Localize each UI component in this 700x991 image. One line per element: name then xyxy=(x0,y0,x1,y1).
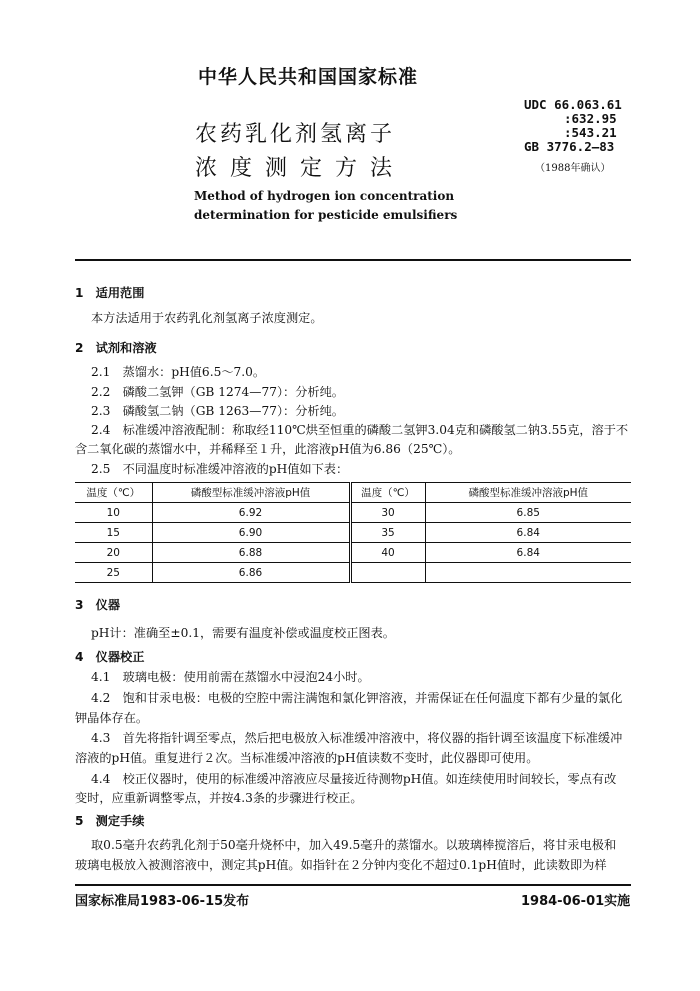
clause-2-4-line2: 含二氧化碳的蒸馏水中，并稀释至１升，此溶液pH值为6.86（25℃）。 xyxy=(75,442,461,456)
clause-2-1: 2.1 蒸馏水：pH值6.5～7.0。 xyxy=(91,365,266,379)
section-1-text: 本方法适用于农药乳化剂氢离子浓度测定。 xyxy=(91,311,323,325)
clause-2-5: 2.5 不同温度时标准缓冲溶液的pH值如下表： xyxy=(91,462,349,476)
table-cell: 35 xyxy=(350,523,425,543)
table-header-temp: 温度（℃） xyxy=(350,483,425,503)
title-en-line1: Method of hydrogen ion concentration xyxy=(194,189,455,203)
table-cell: 30 xyxy=(350,503,425,523)
table-cell: 6.84 xyxy=(425,543,631,563)
footer-rule xyxy=(75,884,631,886)
table-row xyxy=(75,523,631,543)
clause-4-4-line1: 4.4 校正仪器时，使用的标准缓冲溶液应尽量接近待测物pH值。如连续使用时间较长，零点有改 xyxy=(91,772,617,786)
clause-2-3: 2.3 磷酸氢二钠（GB 1263—77）：分析纯。 xyxy=(91,404,344,418)
table-cell: 6.88 xyxy=(152,543,350,563)
section-3-title: 3 仪器 xyxy=(75,598,121,612)
clause-4-2-line1: 4.2 饱和甘汞电极：电极的空腔中需注满饱和氯化钾溶液，并需保证在任何温度下都有少量的氯化 xyxy=(91,691,623,705)
table-header-ph: 磷酸型标准缓冲溶液pH值 xyxy=(152,483,350,503)
section-5-title: 5 测定手续 xyxy=(75,814,145,828)
clause-4-2-line2: 钾晶体存在。 xyxy=(75,711,149,725)
udc-number: UDC 66.063.61 xyxy=(524,97,622,112)
issue-date: 国家标准局1983-06-15发布 xyxy=(75,894,250,909)
section-2-title: 2 试剂和溶液 xyxy=(75,341,157,355)
section-4-title: 4 仪器校正 xyxy=(75,650,145,664)
table-cell: 6.84 xyxy=(425,523,631,543)
title-zh-line2: 浓 度 测 定 方 法 xyxy=(195,156,395,181)
table-header-ph: 磷酸型标准缓冲溶液pH值 xyxy=(425,483,631,503)
table-cell: 20 xyxy=(75,543,152,563)
table-cell xyxy=(425,563,631,583)
table-cell: 25 xyxy=(75,563,152,583)
table-cell: 15 xyxy=(75,523,152,543)
udc-number-2: :632.95 xyxy=(564,111,617,126)
clause-4-1: 4.1 玻璃电极：使用前需在蒸馏水中浸泡24小时。 xyxy=(91,670,370,684)
table-cell: 6.86 xyxy=(152,563,350,583)
clause-4-3-line2: 溶液的pH值。重复进行２次。当标准缓冲溶液的pH值读数不变时，此仪器即可使用。 xyxy=(75,751,539,765)
title-en-line2: determination for pesticide emulsifiers xyxy=(194,208,458,222)
clause-2-4-line1: 2.4 标准缓冲溶液配制：称取经110℃烘至恒重的磷酸二氢钾3.04克和磷酸氢二钠3.55克，溶于不 xyxy=(91,423,629,437)
table-cell: 6.92 xyxy=(152,503,350,523)
confirmed-year: （1988年确认） xyxy=(535,163,611,174)
table-header-temp: 温度（℃） xyxy=(75,483,152,503)
clause-2-2: 2.2 磷酸二氢钾（GB 1274—77）：分析纯。 xyxy=(91,385,344,399)
table-row xyxy=(75,543,631,563)
section-5-line1: 取0.5毫升农药乳化剂于50毫升烧杯中，加入49.5毫升的蒸馏水。以玻璃棒搅溶后，将甘汞电极和 xyxy=(91,838,617,852)
ph-buffer-table xyxy=(75,482,631,583)
table-cell: 6.85 xyxy=(425,503,631,523)
country-standard-heading: 中华人民共和国国家标准 xyxy=(198,66,419,88)
table-cell xyxy=(350,563,425,583)
clause-4-3-line1: 4.3 首先将指针调至零点，然后把电极放入标准缓冲溶液中，将仪器的指针调至该温度下标准缓冲 xyxy=(91,731,623,745)
table-cell: 6.90 xyxy=(152,523,350,543)
table-row xyxy=(75,563,631,583)
section-1-title: 1 适用范围 xyxy=(75,286,145,300)
udc-number-3: :543.21 xyxy=(564,125,617,140)
title-zh-line1: 农药乳化剂氢离子 xyxy=(195,122,396,147)
gb-number: GB 3776.2—83 xyxy=(524,139,615,154)
table-cell: 40 xyxy=(350,543,425,563)
table-header-row xyxy=(75,483,631,503)
header-rule xyxy=(75,259,631,261)
clause-4-4-line2: 变时，应重新调整零点，并按4.3条的步骤进行校正。 xyxy=(75,791,363,805)
effective-date: 1984-06-01实施 xyxy=(521,894,631,909)
section-5-line2: 玻璃电极放入被测溶液中，测定其pH值。如指针在２分钟内变化不超过0.1pH值时，此读数即为样 xyxy=(75,858,607,872)
table-cell: 10 xyxy=(75,503,152,523)
table-row xyxy=(75,503,631,523)
section-3-text: pH计：准确至±0.1，需要有温度补偿或温度校正图表。 xyxy=(91,626,395,640)
